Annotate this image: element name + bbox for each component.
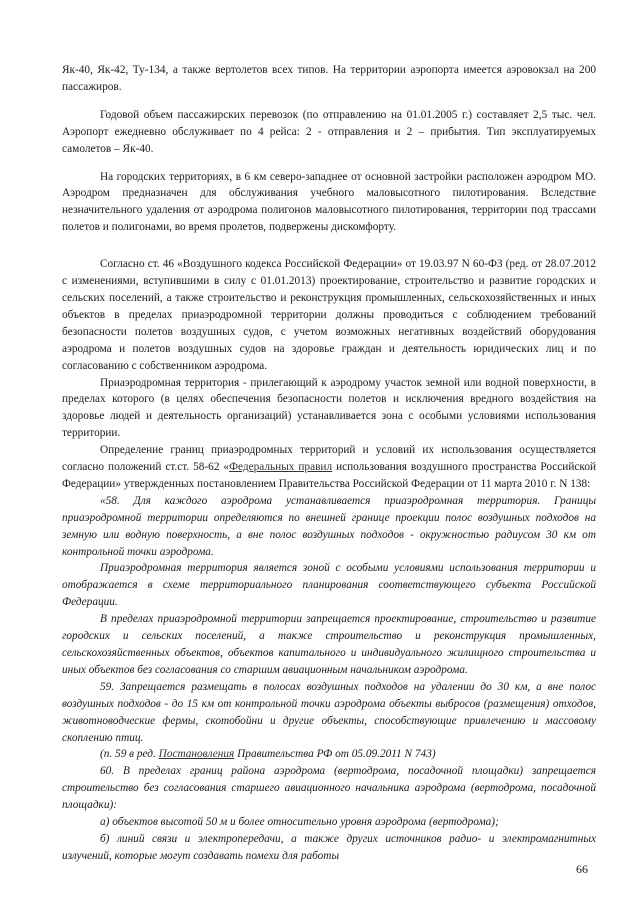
paragraph-passenger-volume: Годовой объем пассажирских перевозок (по отправлению на 01.01.2005 г.) составляет 2,5 тыс. чел. Аэропорт ежедневно обслуживает по 4 рейса: 2 - отправления и 2 – прибытия. Тип эксплуатируемых самолетов – Як-40. [62,108,596,155]
federal-rules-link[interactable]: Федеральных правил [229,461,333,474]
quote-item-58: «58. Для каждого аэродрома устанавливается приаэродромная территория. Границы приаэродромной территории определяются по внешней границе проекции полос воздушных подходов на земную или водную поверхность, а вне полос воздушных подходов - окружностью радиусом 30 км от контрольной точки аэродрома. [62,494,596,558]
quote-item-60-a: а) объектов высотой 50 м и более относительно уровня аэродрома (вертодрома); [100,816,499,829]
document-page [62,62,596,865]
quote-item-59: 59. Запрещается размещать в полосах воздушных подходов на удалении до 30 км, а вне полос воздушных подходов - до 15 км от контрольной точки аэродрома объекты выбросов (размещения) отходов, животноводческие фермы, скотобойни и другие объекты, способствующие привлечению и массовому скоплению птиц. [62,680,596,744]
paragraph-air-code-article: Согласно ст. 46 «Воздушного кодекса Российской Федерации» от 19.03.97 N 60-ФЗ (ред. от 28.07.2012 с изменениями, вступившими в силу с 01.01.2013) проектирование, строительство и развитие городских и сельских поселений, а также строительство и реконструкция промышленных, сельскохозяйственных и иных объектов в пределах приаэродромной территории должны проводиться с соблюдением требований безопасности полетов воздушных судов, с учетом возможных негативных воздействий оборудования аэродрома и полетов воздушных судов на здоровье граждан и деятельность юридических лиц и по согласованию с собственником аэродрома. [62,258,596,372]
amendment-text-start: (п. 59 в ред. [100,748,159,761]
quote-special-zone: Приаэродромная территория является зоной с особыми условиями использования территории и отображается в схеме территориального планирования соответствующего субъекта Российской Федерации. [62,562,596,609]
quote-item-60-b: б) линий связи и электропередачи, а также других источников радио- и электромагнитных излучений, которые могут создавать помехи для работы [62,832,596,862]
quote-amendment-note [62,746,596,763]
paragraph-boundaries-definition [62,442,596,493]
quote-construction-ban: В пределах приаэродромной территории запрещается проектирование, строительство и развитие городских и сельских поселений, а также строительство и реконструкция промышленных, сельскохозяйственных объектов, объектов капитального и индивидуального жилищного строительства и иных объектов без согласования со старшим авиационным начальником аэродрома. [62,613,596,676]
resolution-link[interactable]: Постановления [158,748,235,761]
amendment-text-end: Правительства РФ от 05.09.2011 N 743) [234,748,436,761]
boundaries-text-end: использования воздушного пространства Российской Федерации» утвержденных постановлением Правительства Российской Федерации от 11 марта 2010 г. N 138: [62,461,597,490]
paragraph-aerodrome-territory-definition: Приаэродромная территория - прилегающий к аэродрому участок земной или водной поверхности, в пределах которого (в целях обеспечения безопасности полетов и исключения вредного воздействия на здоровье людей и деятельность организаций) устанавливается зона с особыми условиями использования территории. [62,376,596,440]
quote-item-60: 60. В пределах границ района аэродрома (вертодрома, посадочной площадки) запрещается строительство без согласования старшего авиационного начальника аэродрома (вертодрома, посадочной площадки): [62,765,596,812]
page-number: 66 [576,862,588,876]
boundaries-text-start: Определение границ приаэродромных территорий и условий их использования осуществляется согласно положений ст.ст. 58-62 « [62,444,596,474]
paragraph-mo-aerodrome: На городских территориях, в 6 км северо-западнее от основной застройки расположен аэродром МО. Аэродром предназначен для обслуживания учебного маловысотного пилотирования. Вследствие незначительного удаления от аэродрома полигонов маловысотного пилотирования, территории под трассами полетов и полигонами, во время пролетов, подвержены дискомфорту. [62,170,596,234]
paragraph-airport-types: Як-40, Як-42, Ту-134, а также вертолетов всех типов. На территории аэропорта имеется аэровокзал на 200 пассажиров. [62,64,596,93]
